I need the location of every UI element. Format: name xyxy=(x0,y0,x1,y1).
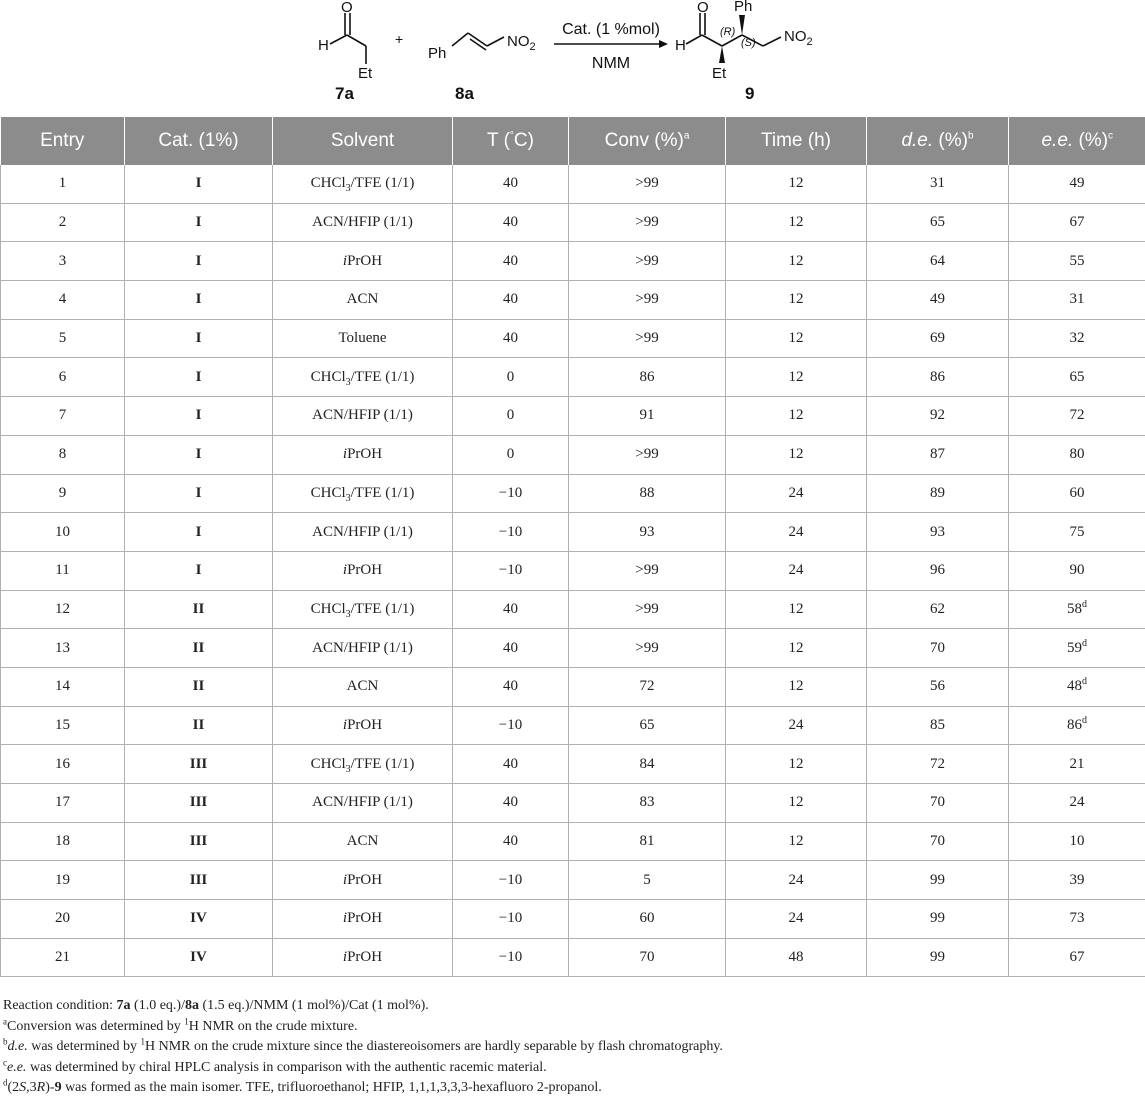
cell-solvent: ACN xyxy=(273,822,453,861)
cell-ee: 60 xyxy=(1009,474,1145,513)
atom-h: H xyxy=(318,37,329,54)
table-row xyxy=(1,706,1145,745)
cell-time: 24 xyxy=(726,513,867,552)
cell-entry: 7 xyxy=(1,397,125,436)
cell-de: 93 xyxy=(867,513,1009,552)
compound-label-9: 9 xyxy=(745,84,755,103)
cell-temperature: 0 xyxy=(453,358,569,397)
cell-time: 12 xyxy=(726,397,867,436)
footnote-c: $^c$e.e. was determined by chiral HPLC analysis in comparison with the authentic racemic material. xyxy=(3,1056,547,1075)
nitro-label: $NO_2$ xyxy=(507,33,536,53)
cell-ee: 55 xyxy=(1009,242,1145,281)
cell-conversion: >99 xyxy=(569,435,726,474)
cell-temperature: 0 xyxy=(453,435,569,474)
cell-temperature: −10 xyxy=(453,861,569,900)
cell-entry: 15 xyxy=(1,706,125,745)
footnote-d: $^d$(2S,3R)-9 was formed as the main isomer. TFE, trifluoroethanol; HFIP, 1,1,1,3,3,3-hexafluoro 2-propanol. xyxy=(3,1077,602,1095)
compound-label-8a: 8a xyxy=(455,84,474,103)
cell-ee: 86$^d$ xyxy=(1009,706,1145,745)
table-row xyxy=(1,900,1145,939)
cell-temperature: 40 xyxy=(453,784,569,823)
cell-entry: 3 xyxy=(1,242,125,281)
cell-solvent: CHCl$_3$/TFE (1/1) xyxy=(273,745,453,784)
cell-entry: 2 xyxy=(1,203,125,242)
table-row xyxy=(1,745,1145,784)
cell-temperature: −10 xyxy=(453,474,569,513)
cell-entry: 19 xyxy=(1,861,125,900)
cell-ee: 65 xyxy=(1009,358,1145,397)
cell-de: 70 xyxy=(867,629,1009,668)
cell-time: 12 xyxy=(726,629,867,668)
cell-conversion: >99 xyxy=(569,203,726,242)
cell-time: 12 xyxy=(726,358,867,397)
table-row xyxy=(1,242,1145,281)
cell-entry: 8 xyxy=(1,435,125,474)
header-temperature: T (°C) xyxy=(453,117,569,165)
arrow-catalyst-label: Cat. (1 %mol) xyxy=(562,21,660,38)
cell-solvent: ACN/HFIP (1/1) xyxy=(273,513,453,552)
cell-entry: 1 xyxy=(1,165,125,203)
cell-time: 12 xyxy=(726,667,867,706)
cell-catalyst: II xyxy=(125,629,273,668)
product-nitro-label: $NO_2$ xyxy=(784,28,813,48)
table-row xyxy=(1,358,1145,397)
arrow-base-label: NMM xyxy=(591,55,631,72)
table-row xyxy=(1,822,1145,861)
cell-de: 70 xyxy=(867,822,1009,861)
header-ee: e.e. (%)$^c$ xyxy=(1009,117,1145,165)
cell-solvent: ACN/HFIP (1/1) xyxy=(273,784,453,823)
cell-conversion: 86 xyxy=(569,358,726,397)
cell-solvent: ACN xyxy=(273,281,453,320)
cell-ee: 90 xyxy=(1009,551,1145,590)
stereo-s-label: (S) xyxy=(741,37,756,49)
cell-solvent: iPrOH xyxy=(273,435,453,474)
plus-sign: + xyxy=(395,31,404,47)
reactant-8a-structure xyxy=(452,33,504,50)
table-row xyxy=(1,938,1145,977)
cell-catalyst: II xyxy=(125,590,273,629)
stereo-r-label: (R) xyxy=(720,26,736,38)
cell-catalyst: I xyxy=(125,474,273,513)
cell-solvent: Toluene xyxy=(273,319,453,358)
cell-time: 12 xyxy=(726,242,867,281)
cell-entry: 18 xyxy=(1,822,125,861)
cell-temperature: 40 xyxy=(453,822,569,861)
table-row xyxy=(1,203,1145,242)
optimization-table xyxy=(0,117,1145,977)
cell-time: 24 xyxy=(726,474,867,513)
cell-entry: 14 xyxy=(1,667,125,706)
cell-time: 12 xyxy=(726,784,867,823)
cell-temperature: 40 xyxy=(453,667,569,706)
cell-ee: 48$^d$ xyxy=(1009,667,1145,706)
cell-ee: 67 xyxy=(1009,203,1145,242)
footnote-a: $^a$Conversion was determined by $^1$H NMR on the crude mixture. xyxy=(3,1015,358,1034)
cell-catalyst: III xyxy=(125,822,273,861)
table-row xyxy=(1,551,1145,590)
reaction-scheme-drawing xyxy=(0,0,1145,112)
cell-catalyst: III xyxy=(125,861,273,900)
cell-ee: 67 xyxy=(1009,938,1145,977)
reaction-arrow xyxy=(554,40,668,48)
wedge-bond-ethyl xyxy=(719,46,725,63)
cell-solvent: ACN/HFIP (1/1) xyxy=(273,629,453,668)
cell-solvent: iPrOH xyxy=(273,551,453,590)
cell-catalyst: II xyxy=(125,667,273,706)
cell-conversion: 72 xyxy=(569,667,726,706)
cell-solvent: ACN xyxy=(273,667,453,706)
cell-conversion: >99 xyxy=(569,629,726,668)
cell-de: 31 xyxy=(867,165,1009,203)
cell-temperature: 40 xyxy=(453,203,569,242)
cell-solvent: ACN/HFIP (1/1) xyxy=(273,397,453,436)
cell-conversion: >99 xyxy=(569,551,726,590)
cell-conversion: 81 xyxy=(569,822,726,861)
product-atom-h: H xyxy=(675,37,686,54)
cell-time: 12 xyxy=(726,822,867,861)
cell-catalyst: II xyxy=(125,706,273,745)
cell-catalyst: III xyxy=(125,745,273,784)
wedge-bond-phenyl xyxy=(739,15,745,35)
cell-de: 96 xyxy=(867,551,1009,590)
table-row xyxy=(1,513,1145,552)
table-row xyxy=(1,590,1145,629)
cell-entry: 6 xyxy=(1,358,125,397)
cell-entry: 5 xyxy=(1,319,125,358)
cell-catalyst: I xyxy=(125,397,273,436)
cell-conversion: >99 xyxy=(569,590,726,629)
cell-temperature: 40 xyxy=(453,319,569,358)
product-phenyl-label: Ph xyxy=(734,0,753,15)
table-row xyxy=(1,435,1145,474)
cell-de: 56 xyxy=(867,667,1009,706)
cell-de: 85 xyxy=(867,706,1009,745)
cell-temperature: 40 xyxy=(453,242,569,281)
footnote-reaction-condition: Reaction condition: 7a (1.0 eq.)/8a (1.5 eq.)/NMM (1 mol%)/Cat (1 mol%). xyxy=(3,998,429,1013)
cell-conversion: 88 xyxy=(569,474,726,513)
cell-time: 12 xyxy=(726,203,867,242)
cell-solvent: CHCl$_3$/TFE (1/1) xyxy=(273,590,453,629)
cell-time: 24 xyxy=(726,861,867,900)
cell-de: 69 xyxy=(867,319,1009,358)
cell-temperature: 40 xyxy=(453,745,569,784)
table-row xyxy=(1,474,1145,513)
cell-time: 12 xyxy=(726,165,867,203)
cell-de: 70 xyxy=(867,784,1009,823)
table-body xyxy=(1,165,1145,977)
header-solvent: Solvent xyxy=(273,117,453,165)
cell-temperature: −10 xyxy=(453,706,569,745)
header-catalyst: Cat. (1%) xyxy=(125,117,273,165)
table-header-row xyxy=(1,117,1145,165)
cell-catalyst: I xyxy=(125,165,273,203)
table-row xyxy=(1,319,1145,358)
cell-entry: 9 xyxy=(1,474,125,513)
cell-time: 12 xyxy=(726,435,867,474)
cell-de: 72 xyxy=(867,745,1009,784)
table-row xyxy=(1,629,1145,668)
cell-entry: 4 xyxy=(1,281,125,320)
cell-de: 92 xyxy=(867,397,1009,436)
cell-de: 89 xyxy=(867,474,1009,513)
cell-entry: 10 xyxy=(1,513,125,552)
cell-de: 99 xyxy=(867,900,1009,939)
header-entry: Entry xyxy=(1,117,125,165)
reaction-scheme xyxy=(0,0,1145,112)
cell-time: 24 xyxy=(726,900,867,939)
table-row xyxy=(1,281,1145,320)
cell-ee: 39 xyxy=(1009,861,1145,900)
cell-solvent: iPrOH xyxy=(273,706,453,745)
table-row xyxy=(1,397,1145,436)
cell-ee: 24 xyxy=(1009,784,1145,823)
cell-catalyst: I xyxy=(125,551,273,590)
cell-de: 86 xyxy=(867,358,1009,397)
cell-entry: 20 xyxy=(1,900,125,939)
product-ethyl-label: Et xyxy=(712,65,727,82)
cell-conversion: 83 xyxy=(569,784,726,823)
cell-time: 12 xyxy=(726,319,867,358)
cell-ee: 80 xyxy=(1009,435,1145,474)
cell-de: 99 xyxy=(867,861,1009,900)
cell-time: 24 xyxy=(726,706,867,745)
cell-catalyst: I xyxy=(125,435,273,474)
cell-conversion: 70 xyxy=(569,938,726,977)
cell-temperature: −10 xyxy=(453,513,569,552)
cell-time: 12 xyxy=(726,745,867,784)
atom-o: O xyxy=(341,0,353,16)
cell-catalyst: I xyxy=(125,281,273,320)
cell-ee: 32 xyxy=(1009,319,1145,358)
table-row xyxy=(1,784,1145,823)
cell-conversion: 65 xyxy=(569,706,726,745)
cell-solvent: iPrOH xyxy=(273,242,453,281)
compound-label-7a: 7a xyxy=(335,84,354,103)
table-row xyxy=(1,861,1145,900)
cell-solvent: iPrOH xyxy=(273,900,453,939)
cell-temperature: −10 xyxy=(453,938,569,977)
table-footnotes xyxy=(3,996,1143,1099)
cell-conversion: >99 xyxy=(569,242,726,281)
cell-catalyst: IV xyxy=(125,938,273,977)
cell-catalyst: III xyxy=(125,784,273,823)
cell-temperature: −10 xyxy=(453,900,569,939)
cell-temperature: 0 xyxy=(453,397,569,436)
cell-conversion: >99 xyxy=(569,281,726,320)
cell-time: 24 xyxy=(726,551,867,590)
cell-catalyst: I xyxy=(125,242,273,281)
header-de: d.e. (%)$^b$ xyxy=(867,117,1009,165)
cell-temperature: 40 xyxy=(453,165,569,203)
cell-ee: 58$^d$ xyxy=(1009,590,1145,629)
cell-ee: 31 xyxy=(1009,281,1145,320)
footnote-b: $^b$d.e. was determined by $^1$H NMR on the crude mixture since the diastereoisomers are hardly separable by flash chromatography. xyxy=(3,1036,723,1054)
cell-ee: 72 xyxy=(1009,397,1145,436)
product-atom-o: O xyxy=(697,0,709,16)
cell-de: 62 xyxy=(867,590,1009,629)
table-row xyxy=(1,667,1145,706)
table-row xyxy=(1,165,1145,203)
cell-solvent: iPrOH xyxy=(273,938,453,977)
cell-conversion: >99 xyxy=(569,319,726,358)
reactant-7a-structure xyxy=(330,13,366,64)
cell-catalyst: IV xyxy=(125,900,273,939)
cell-de: 87 xyxy=(867,435,1009,474)
cell-solvent: CHCl$_3$/TFE (1/1) xyxy=(273,474,453,513)
cell-temperature: 40 xyxy=(453,281,569,320)
cell-conversion: 93 xyxy=(569,513,726,552)
cell-catalyst: I xyxy=(125,513,273,552)
cell-catalyst: I xyxy=(125,358,273,397)
cell-entry: 17 xyxy=(1,784,125,823)
cell-entry: 12 xyxy=(1,590,125,629)
cell-entry: 21 xyxy=(1,938,125,977)
cell-ee: 73 xyxy=(1009,900,1145,939)
cell-de: 99 xyxy=(867,938,1009,977)
cell-solvent: CHCl$_3$/TFE (1/1) xyxy=(273,165,453,203)
cell-entry: 13 xyxy=(1,629,125,668)
header-time: Time (h) xyxy=(726,117,867,165)
cell-ee: 75 xyxy=(1009,513,1145,552)
cell-time: 48 xyxy=(726,938,867,977)
cell-entry: 11 xyxy=(1,551,125,590)
cell-entry: 16 xyxy=(1,745,125,784)
cell-solvent: ACN/HFIP (1/1) xyxy=(273,203,453,242)
cell-solvent: iPrOH xyxy=(273,861,453,900)
cell-conversion: 84 xyxy=(569,745,726,784)
cell-time: 12 xyxy=(726,281,867,320)
cell-conversion: >99 xyxy=(569,165,726,203)
cell-ee: 59$^d$ xyxy=(1009,629,1145,668)
cell-time: 12 xyxy=(726,590,867,629)
phenyl-label: Ph xyxy=(428,45,447,62)
cell-temperature: 40 xyxy=(453,629,569,668)
cell-catalyst: I xyxy=(125,319,273,358)
cell-de: 65 xyxy=(867,203,1009,242)
cell-ee: 10 xyxy=(1009,822,1145,861)
cell-de: 49 xyxy=(867,281,1009,320)
cell-ee: 49 xyxy=(1009,165,1145,203)
cell-conversion: 60 xyxy=(569,900,726,939)
header-conversion: Conv (%)$^a$ xyxy=(569,117,726,165)
cell-conversion: 91 xyxy=(569,397,726,436)
cell-conversion: 5 xyxy=(569,861,726,900)
cell-temperature: 40 xyxy=(453,590,569,629)
cell-temperature: −10 xyxy=(453,551,569,590)
ethyl-label: Et xyxy=(358,65,373,82)
cell-catalyst: I xyxy=(125,203,273,242)
cell-solvent: CHCl$_3$/TFE (1/1) xyxy=(273,358,453,397)
cell-de: 64 xyxy=(867,242,1009,281)
cell-ee: 21 xyxy=(1009,745,1145,784)
